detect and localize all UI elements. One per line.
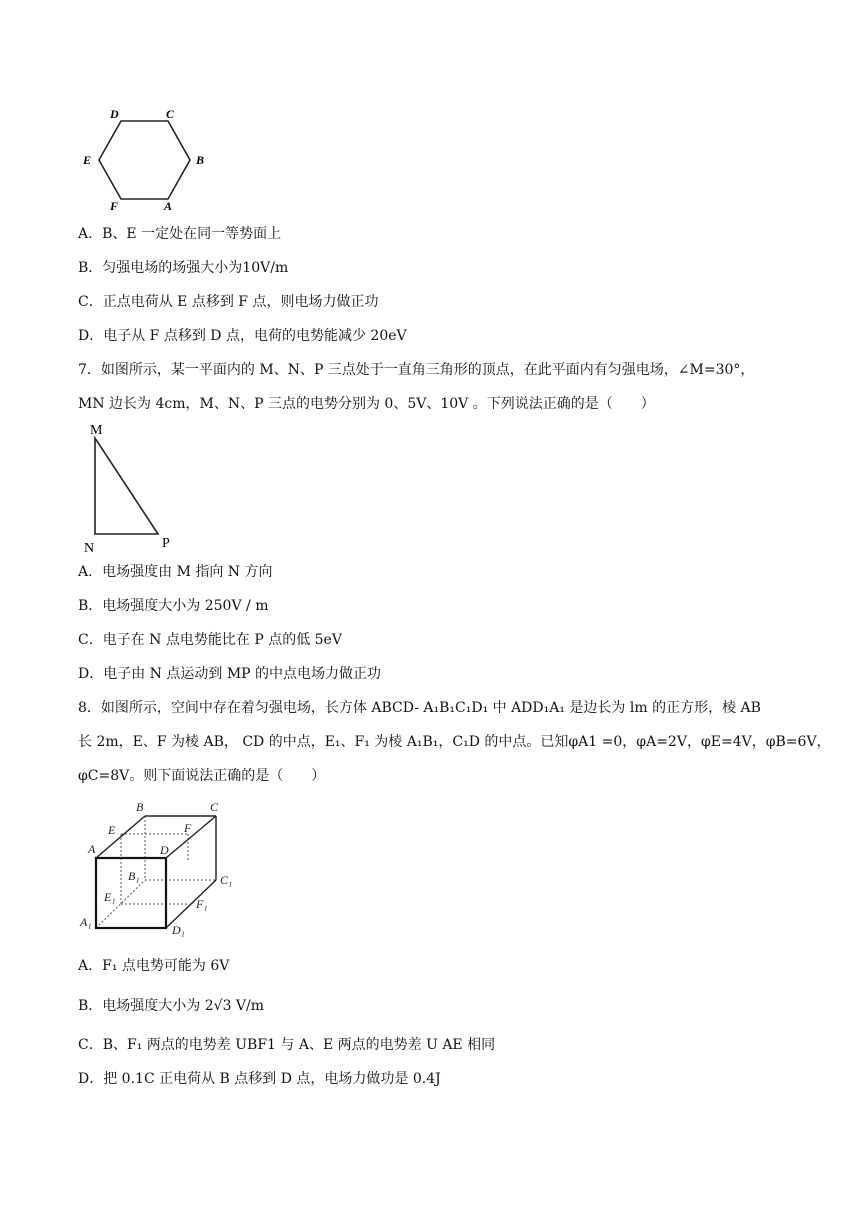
hexagon-shape	[99, 121, 190, 199]
q6-option-c-letter: C．	[78, 294, 103, 310]
q6-option-d-letter: D．	[78, 328, 104, 344]
q6-option-c-text: 正点电荷从 E 点移到 F 点，则电场力做正功	[102, 294, 379, 310]
cub-label-e1: E₁	[104, 890, 116, 904]
q8-option-a-letter: A．	[78, 958, 103, 974]
hex-label-a: A	[164, 199, 173, 213]
q8-option-a	[78, 956, 229, 976]
q7-option-d-letter: D．	[78, 666, 104, 682]
hex-label-f: F	[110, 199, 119, 213]
q7-option-a	[78, 562, 273, 582]
q7-option-b	[78, 596, 268, 616]
hex-label-e: E	[83, 153, 92, 167]
hex-label-d: D	[110, 107, 119, 121]
cub-label-e: E	[108, 823, 116, 837]
cuboid-figure	[76, 798, 246, 938]
cub-label-b1: B₁	[128, 869, 140, 883]
triangle-shape	[95, 438, 158, 534]
q8-option-b	[78, 996, 264, 1016]
q7-option-b-letter: B．	[78, 598, 103, 614]
cub-label-d: D	[160, 843, 169, 857]
hexagon-figure	[78, 104, 218, 214]
cub-label-a: A	[88, 842, 96, 856]
q8-stem-line-1: 8．如图所示，空间中存在着匀强电场，长方体 ABCD- A₁B₁C₁D₁ 中 ADD₁A₁ 是边长为 lm 的正方形，棱 AB	[78, 700, 761, 716]
q6-option-b-text: 匀强电场的场强大小为10V/m	[102, 260, 289, 276]
q7-option-c-text: 电子在 N 点电势能比在 P 点的低 5eV	[102, 632, 342, 648]
q6-option-d-text: 电子从 F 点移到 D 点，电荷的电势能减少 20eV	[103, 328, 407, 344]
q8-option-c-letter: C．	[78, 1037, 103, 1053]
q7-stem-line-2: MN 边长为 4cm，M、N、P 三点的电势分别为 0、5V、10V 。下列说法正确的是（ ）	[78, 396, 655, 412]
cub-label-b: B	[136, 800, 144, 814]
q7-option-d-text: 电子由 N 点运动到 MP 的中点电场力做正功	[103, 666, 382, 682]
cub-label-c: C	[210, 800, 219, 814]
q6-option-c	[78, 292, 378, 312]
q6-option-a	[78, 224, 281, 244]
q7-option-c-letter: C．	[78, 632, 103, 648]
q7-option-a-letter: A．	[78, 564, 103, 580]
q8-stem-line-2: 长 2m，E、F 为棱 AB， CD 的中点，E₁、F₁ 为棱 A₁B₁，C₁D 的中点。已知φA1 =0，φA=2V，φE=4V，φB=6V，	[78, 734, 831, 750]
q7-option-d	[78, 664, 381, 684]
q7-option-c	[78, 630, 342, 650]
q6-option-b-letter: B．	[78, 260, 103, 276]
cub-label-a1: A₁	[80, 915, 92, 929]
q7-option-a-text: 电场强度由 M 指向 N 方向	[102, 564, 273, 580]
q6-option-a-letter: A．	[78, 226, 103, 242]
cub-label-f1: F₁	[196, 897, 208, 911]
q8-option-c	[78, 1035, 495, 1055]
hex-label-b: B	[196, 153, 205, 167]
q8-option-b-text: 电场强度大小为 2√3 V/m	[102, 998, 265, 1014]
q8-option-a-text: F₁ 点电势可能为 6V	[102, 958, 230, 974]
q8-option-c-text: B、F₁ 两点的电势差 UBF1 与 A、E 两点的电势差 U AE 相同	[102, 1037, 496, 1053]
q7-option-b-text: 电场强度大小为 250V / m	[102, 598, 269, 614]
q7-stem-line-1: 7．如图所示，某一平面内的 M、N、P 三点处于一直角三角形的顶点，在此平面内有匀强电场，∠M=30°，	[78, 362, 755, 378]
triangle-figure	[78, 418, 188, 558]
q8-option-d-letter: D．	[78, 1071, 104, 1087]
tri-label-p: P	[162, 536, 170, 551]
q8-stem-line-3: φC=8V。则下面说法正确的是（ ）	[78, 768, 326, 784]
q6-option-d	[78, 326, 407, 346]
q6-option-a-text: B、E 一定处在同一等势面上	[102, 226, 282, 242]
hex-label-c: C	[166, 107, 175, 121]
q8-option-b-letter: B．	[78, 998, 103, 1014]
tri-label-n: N	[84, 541, 95, 556]
cub-label-d1: D₁	[172, 923, 185, 937]
q6-option-b	[78, 258, 288, 278]
cub-label-c1: C₁	[220, 873, 233, 887]
q8-option-d	[78, 1069, 441, 1089]
tri-label-m: M	[90, 423, 103, 438]
cub-label-f: F	[184, 821, 192, 835]
q8-option-d-text: 把 0.1C 正电荷从 B 点移到 D 点，电场力做功是 0.4J	[103, 1071, 441, 1087]
